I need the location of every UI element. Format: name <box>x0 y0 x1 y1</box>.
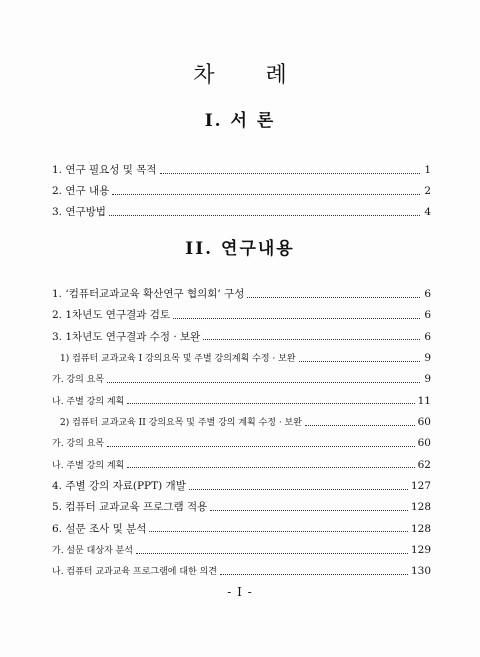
toc-entry-label: 3. 1차년도 연구결과 수정 · 보완 <box>52 330 201 343</box>
toc-entry-label: 나. 주별 강의 계획 <box>52 460 125 471</box>
toc-entry <box>52 497 431 518</box>
toc-entry-page: 60 <box>417 437 431 450</box>
toc-entry-label: 5. 컴퓨터 교과교육 프로그램 적용 <box>52 501 208 514</box>
toc-subentry <box>52 433 431 454</box>
dot-leader <box>107 445 415 447</box>
toc-entry-label: 2) 컴퓨터 교과교육 II 강의요목 및 주별 강의 계획 수정 · 보완 <box>60 418 302 429</box>
toc-subentry <box>52 412 431 433</box>
page-footer-number: - I - <box>227 585 253 599</box>
page-title: 차 례 <box>193 63 309 88</box>
dot-leader <box>109 214 420 216</box>
dot-leader <box>127 402 414 404</box>
toc-entry-label: 1. 연구 필요성 및 목적 <box>52 164 157 176</box>
toc-subentry <box>52 455 431 476</box>
toc-subentry <box>52 348 431 369</box>
dot-leader <box>203 338 420 340</box>
toc-subentry <box>52 561 431 582</box>
toc-entry <box>52 476 431 497</box>
toc-entry-label: 3. 연구방법 <box>52 206 106 218</box>
toc-entry-label: 나. 컴퓨터 교과교육 프로그램에 대한 의견 <box>52 567 217 578</box>
toc-entry-page: 4 <box>424 206 431 218</box>
toc-entry-page: 1 <box>424 164 431 176</box>
toc-entry-page: 6 <box>424 309 431 322</box>
toc-entry-label: 6. 설문 조사 및 분석 <box>52 522 147 535</box>
dot-leader <box>160 172 420 174</box>
section-heading-introduction: I. 서 론 <box>204 111 276 131</box>
toc-entry <box>52 327 431 348</box>
toc-section-introduction <box>52 160 431 223</box>
dot-leader <box>127 466 414 468</box>
dot-leader <box>210 509 408 511</box>
dot-leader <box>149 530 408 532</box>
dot-leader <box>189 488 408 490</box>
toc-subentry <box>52 540 431 561</box>
toc-entry-page: 6 <box>424 288 431 300</box>
dot-leader <box>247 296 420 298</box>
toc-entry-page: 9 <box>424 373 431 386</box>
toc-entry-label: 가. 강의 요목 <box>52 375 105 386</box>
toc-entry <box>52 284 431 305</box>
dot-leader <box>112 193 420 195</box>
toc-entry-page: 11 <box>417 394 431 407</box>
toc-entry-page: 128 <box>410 501 431 514</box>
toc-entry-page: 128 <box>410 522 431 535</box>
toc-entry-page: 60 <box>417 416 431 429</box>
toc-entry-label: 가. 강의 요목 <box>52 439 105 450</box>
toc-entry-page: 127 <box>410 480 431 493</box>
toc-section-research-content <box>52 284 431 583</box>
toc-entry-label: 2. 1차년도 연구결과 검토 <box>52 309 170 322</box>
toc-entry-page: 2 <box>424 185 431 197</box>
toc-entry-page: 130 <box>410 565 431 578</box>
toc-entry-page: 9 <box>424 352 431 365</box>
dot-leader <box>220 573 408 575</box>
toc-entry-page: 62 <box>417 458 431 471</box>
toc-subentry <box>52 391 431 412</box>
toc-entry-page: 129 <box>410 544 431 557</box>
toc-entry-label: 1. ‘컴퓨터교과교육 확산연구 협의회’ 구성 <box>52 288 245 300</box>
toc-entry <box>52 519 431 540</box>
toc-entry-label: 2. 연구 내용 <box>52 185 110 197</box>
dot-leader <box>299 360 420 362</box>
toc-entry <box>52 181 431 202</box>
toc-subentry <box>52 369 431 390</box>
dot-leader <box>136 552 408 554</box>
toc-entry-label: 4. 주별 강의 자료(PPT) 개발 <box>52 480 186 493</box>
dot-leader <box>305 424 415 426</box>
dot-leader <box>173 317 420 319</box>
toc-entry-page: 6 <box>424 330 431 343</box>
dot-leader <box>107 381 420 383</box>
toc-entry <box>52 305 431 326</box>
toc-entry <box>52 202 431 223</box>
toc-entry-label: 가. 설문 대상자 분석 <box>52 546 133 557</box>
section-heading-research-content: II. 연구내용 <box>185 239 295 259</box>
toc-entry-label: 나. 주별 강의 계획 <box>52 396 125 407</box>
toc-entry <box>52 160 431 181</box>
toc-entry-label: 1) 컴퓨터 교과교육 I 강의요목 및 주별 강의계획 수정 · 보완 <box>60 354 296 365</box>
